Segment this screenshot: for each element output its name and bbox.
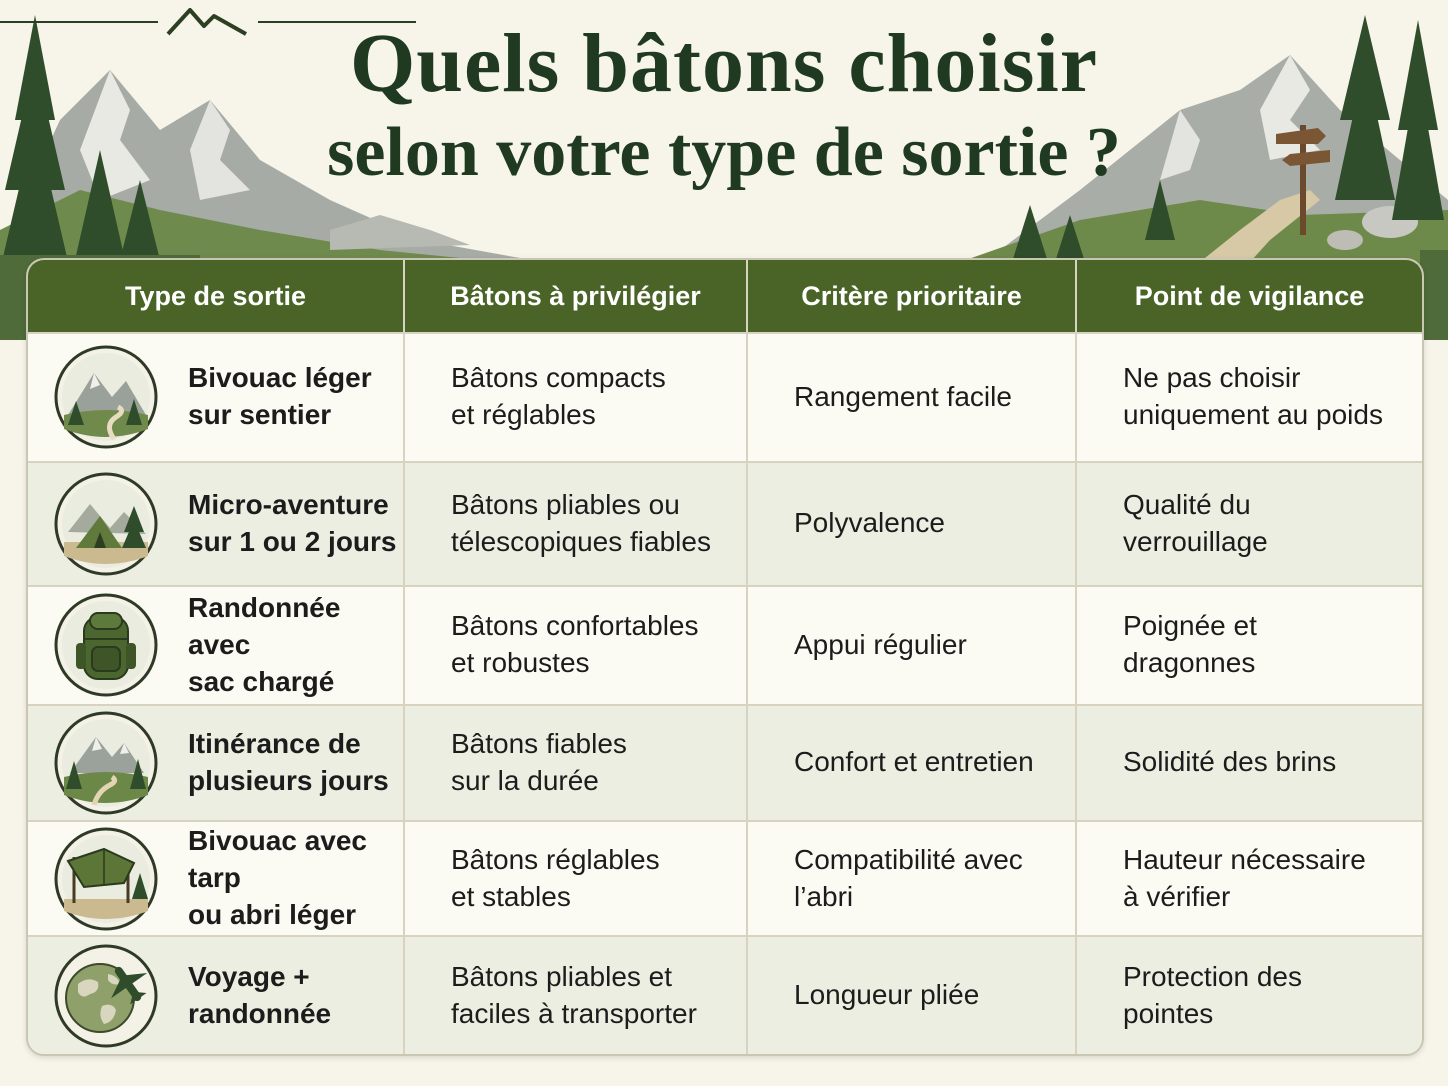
type-label: Voyage + (188, 960, 310, 992)
type-label: sur sentier (188, 399, 332, 431)
table-row (28, 821, 1422, 936)
mountain-divider-icon (0, 0, 416, 40)
type-label: Bivouac avec tarp (188, 825, 367, 894)
table-header-row (28, 260, 1422, 333)
critere-cell: Appui régulier (747, 586, 1076, 705)
critere-cell: Confort et entretien (747, 705, 1076, 822)
critere-cell: Longueur pliée (747, 936, 1076, 1054)
batons-cell: Bâtons réglables et stables (404, 821, 747, 936)
vigilance-cell: Poignée et dragonnes (1076, 586, 1422, 705)
type-cell (28, 821, 404, 936)
type-cell (28, 333, 404, 462)
type-label: Itinérance de (188, 727, 361, 759)
header-vigilance: Point de vigilance (1076, 260, 1422, 333)
type-cell (28, 462, 404, 586)
mountain-trail-icon (54, 345, 158, 449)
table-row (28, 462, 1422, 586)
title-line-2: selon votre type de sortie ? (327, 114, 1121, 191)
table-row (28, 586, 1422, 705)
type-label: Randonnée avec (188, 591, 341, 660)
mountain-valley-icon (54, 711, 158, 815)
batons-cell: Bâtons fiables sur la durée (404, 705, 747, 822)
backpack-icon (54, 593, 158, 697)
header-batons: Bâtons à privilégier (404, 260, 747, 333)
type-label: randonnée (188, 997, 332, 1029)
table-row (28, 333, 1422, 462)
table-row (28, 936, 1422, 1054)
vigilance-cell: Protection des pointes (1076, 936, 1422, 1054)
batons-cell: Bâtons pliables ou télescopiques fiables (404, 462, 747, 586)
type-label: ou abri léger (188, 899, 357, 931)
vigilance-cell: Qualité du verrouillage (1076, 462, 1422, 586)
table-row (28, 705, 1422, 822)
tent-icon (54, 472, 158, 576)
title-line-1: Quels bâtons choisir (349, 17, 1099, 110)
type-cell (28, 705, 404, 822)
type-label: sur 1 ou 2 jours (188, 525, 397, 557)
globe-plane-icon (54, 944, 158, 1048)
type-label: sac chargé (188, 665, 335, 697)
vigilance-cell: Solidité des brins (1076, 705, 1422, 822)
header-critere: Critère prioritaire (747, 260, 1076, 333)
type-cell (28, 586, 404, 705)
critere-cell: Compatibilité avec l’abri (747, 821, 1076, 936)
comparison-table (26, 258, 1424, 1056)
type-label: plusieurs jours (188, 764, 389, 796)
batons-cell: Bâtons pliables et faciles à transporter (404, 936, 747, 1054)
tarp-shelter-icon (54, 827, 158, 931)
page-title (0, 17, 1448, 191)
vigilance-cell: Hauteur nécessaire à vérifier (1076, 821, 1422, 936)
type-cell (28, 936, 404, 1054)
critere-cell: Polyvalence (747, 462, 1076, 586)
type-label: Bivouac léger (188, 362, 372, 394)
type-label: Micro-aventure (188, 488, 389, 520)
critere-cell: Rangement facile (747, 333, 1076, 462)
batons-cell: Bâtons confortables et robustes (404, 586, 747, 705)
vigilance-cell: Ne pas choisir uniquement au poids (1076, 333, 1422, 462)
header-type-de-sortie: Type de sortie (28, 260, 404, 333)
batons-cell: Bâtons compacts et réglables (404, 333, 747, 462)
